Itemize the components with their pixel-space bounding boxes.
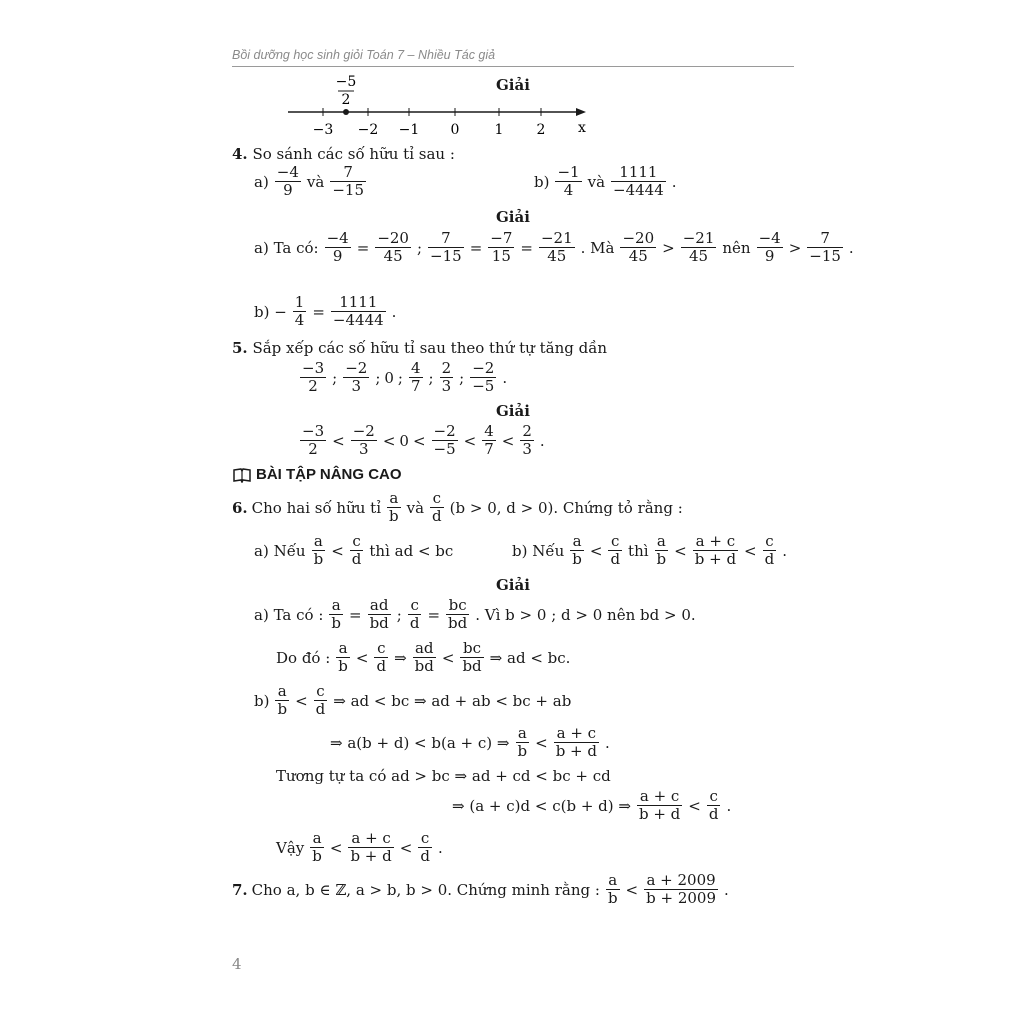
- solution-heading: Giải: [496, 576, 530, 594]
- point-num: −5: [335, 74, 357, 90]
- problem-6-title: 6. Cho hai số hữu tỉ $\frac{a}{b}$ và $\frac{c}{d}$ (b > 0, d > 0). Chứng tỏ rằng :: [232, 489, 683, 525]
- solution-6b-1: b) $\frac{a}{b}$ < $\frac{c}{d}$ ⇒ ad < bc ⇒ ad + ab < bc + ab: [254, 682, 572, 718]
- solution-6b-5: Vậy $\frac{a}{b}$ < $\frac{a + c}{b + d}$ < $\frac{c}{d}$ .: [276, 829, 443, 865]
- axis-label: x: [578, 120, 586, 136]
- fraction: $\frac{7}{-15}$: [332, 163, 364, 199]
- problem-4b: b) $\frac{-1}{4}$ và $\frac{1111}{-4444}$ .: [534, 163, 677, 199]
- solution-4a: a) Ta có: $\frac{-4}{9}$ = $\frac{-20}{45}$ ; $\frac{7}{-15}$ = $\frac{-7}{15}$ = $\frac{-21}{45}$ . Mà $\frac{-20}{45}$ > $\frac{-21}{45}$ nên $\frac{-4}{9}$ > $\frac{7}{-15}$ .: [254, 229, 854, 265]
- section-heading: BÀI TẬP NÂNG CAO: [232, 466, 402, 483]
- solution-6a-1: a) Ta có : $\frac{a}{b}$ = $\frac{ad}{bd}$ ; $\frac{c}{d}$ = $\frac{bc}{bd}$ . Vì b > 0 ; d > 0 nên bd > 0.: [254, 596, 696, 632]
- page-number: 4: [232, 955, 242, 973]
- tick-label: −3: [312, 122, 334, 138]
- problem-5-list: $\frac{-3}{2}$ ; $\frac{-2}{3}$ ; 0 ; $\frac{4}{7}$ ; $\frac{2}{3}$ ; $\frac{-2}{-5}$ .: [302, 359, 508, 395]
- point-den: 2: [341, 92, 351, 108]
- problem-6a: a) Nếu $\frac{a}{b}$ < $\frac{c}{d}$ thì ad < bc: [254, 532, 454, 568]
- problem-5-title: 5. Sắp xếp các số hữu tỉ sau theo thứ tự tăng dần: [232, 339, 608, 357]
- problem-4-title: 4. So sánh các số hữu tỉ sau :: [232, 145, 455, 163]
- tick-label: 0: [450, 122, 460, 138]
- solution-6b-3: Tương tự ta có ad > bc ⇒ ad + cd < bc + cd: [276, 767, 611, 785]
- tick-label: −1: [398, 122, 420, 138]
- problem-4a: a) $\frac{-4}{9}$ và $\frac{7}{-15}$: [254, 163, 364, 199]
- fraction: $\frac{-4}{9}$: [276, 163, 299, 199]
- tick-label: 2: [536, 122, 546, 138]
- running-header: Bồi dưỡng học sinh giỏi Toán 7 – Nhiều Tác giả: [232, 48, 496, 62]
- solution-4b: b) − $\frac{1}{4}$ = $\frac{1111}{-4444}$ .: [254, 293, 397, 329]
- solution-6b-4: ⇒ (a + c)d < c(b + d) ⇒ $\frac{a + c}{b + d}$ < $\frac{c}{d}$ .: [452, 787, 732, 823]
- solution-6b-2: ⇒ a(b + d) < b(a + c) ⇒ $\frac{a}{b}$ < $\frac{a + c}{b + d}$ .: [330, 724, 610, 760]
- solution-heading: Giải: [496, 76, 530, 94]
- header-rule: [232, 66, 794, 67]
- point-marker: [343, 109, 349, 115]
- problem-6b: b) Nếu $\frac{a}{b}$ < $\frac{c}{d}$ thì $\frac{a}{b}$ < $\frac{a + c}{b + d}$ < $\frac{c}{d}$ .: [512, 532, 788, 568]
- solution-5: $\frac{-3}{2}$ < $\frac{-2}{3}$ < 0 < $\frac{-2}{-5}$ < $\frac{4}{7}$ < $\frac{2}{3}$ .: [302, 422, 545, 458]
- arrow-icon: [576, 108, 586, 116]
- fraction: $\frac{-1}{4}$: [557, 163, 580, 199]
- fraction: $\frac{1111}{-4444}$: [613, 163, 664, 199]
- number-line: [280, 74, 600, 140]
- solution-6a-2: Do đó : $\frac{a}{b}$ < $\frac{c}{d}$ ⇒ $\frac{ad}{bd}$ < $\frac{bc}{bd}$ ⇒ ad < bc.: [276, 639, 571, 675]
- book-icon: [232, 467, 252, 483]
- solution-heading: Giải: [496, 208, 530, 226]
- tick-label: −2: [357, 122, 379, 138]
- problem-7: 7. Cho a, b ∈ ℤ, a > b, b > 0. Chứng minh rằng : $\frac{a}{b}$ < $\frac{a + 2009}{b + 2009}$ .: [232, 871, 729, 907]
- tick-label: 1: [494, 122, 504, 138]
- solution-heading: Giải: [496, 402, 530, 420]
